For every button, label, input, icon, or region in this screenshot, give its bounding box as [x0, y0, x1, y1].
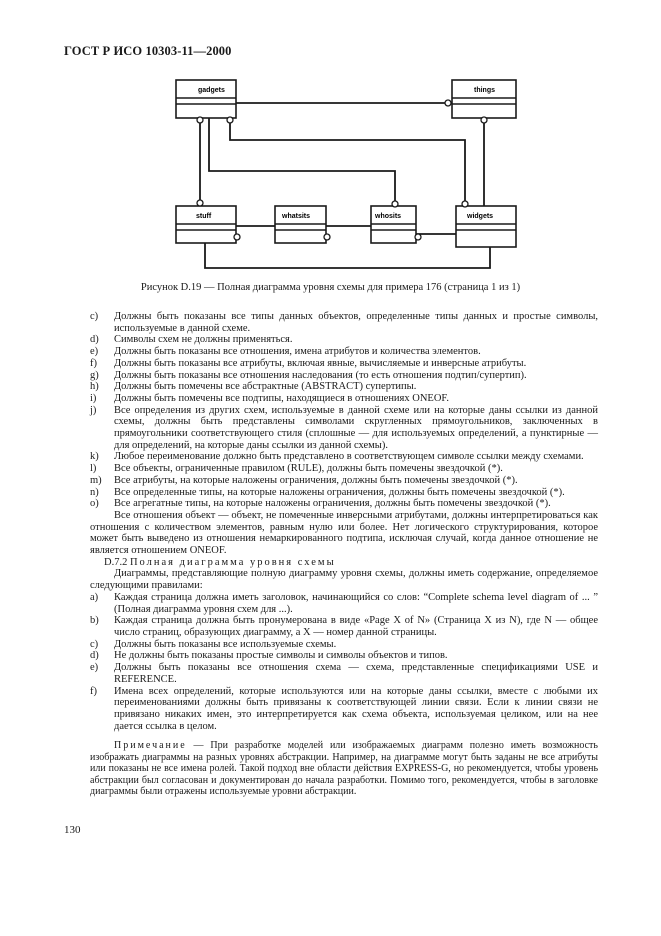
paragraph: Все отношения объект — объект, не помеченные инверсными атрибутами, должны интерпретироваться как отношения с количеством элементов, равным нулю или более. Нет логического структурирования, которое может быть выведено из отношения немаркированного подтипа, исключая случай, когда данное отношение не является отношением ONEOF.: [90, 509, 598, 557]
list-item-text: Все определенные типы, на которые наложены ограничения, должны быть помечены звездочкой (*).: [114, 486, 565, 498]
list-item: [90, 487, 598, 499]
list-item: [90, 311, 598, 334]
list-item-text: Не должны быть показаны простые символы и символы объектов и типов.: [114, 650, 448, 662]
list-item: [90, 346, 598, 358]
note: [90, 740, 598, 797]
list-item-text: Должны быть показаны все типы данных объектов, определенные типы данных и простые символы, используемые в данной схеме.: [114, 311, 598, 334]
list-item: [90, 393, 598, 405]
list-item-text: Все определения из других схем, используемые в данной схеме или на которые даны ссылки из данной схемы, должны быть представлены символами скругленных прямоугольников, заключенных в прямоугольники соответствующего стиля (сплошные — для используемых определений, а пунктирные — для определений, на которые даны ссылки из данной схемы).: [114, 404, 598, 451]
list-item: [90, 358, 598, 370]
list-item-text: Должны быть помечены все абстрактные (ABSTRACT) супертипы.: [114, 381, 417, 393]
list-item-text: Все агрегатные типы, на которые наложены ограничения, должны быть помечены звездочкой (*).: [114, 498, 551, 510]
list-marker: n): [90, 486, 99, 498]
relation-gadgets-whosits: [209, 118, 395, 206]
list-item: [90, 463, 598, 475]
list-marker: e): [90, 346, 99, 358]
body-text: [90, 311, 598, 797]
list-marker: d): [90, 650, 99, 662]
relation-end-circle: [462, 201, 468, 207]
rules-list-1: [90, 311, 598, 510]
list-marker: o): [90, 498, 99, 510]
entity-label-widgets: widgets: [467, 213, 494, 220]
list-item: [90, 381, 598, 393]
list-item-text: Все атрибуты, на которые наложены ограничения, должны быть помечены звездочкой (*).: [114, 474, 518, 486]
relation-end-circle: [227, 117, 233, 123]
list-item-text: Каждая страница должна быть пронумерована в виде «Page X of N» (Страница X из N), где N — общее число страниц, образующих диаграмму, а X — номер данной страницы.: [114, 615, 598, 638]
list-item: [90, 370, 598, 382]
list-item-text: Имена всех определений, которые используются или на которые даны ссылки, вместе с любыми их переименованиями должны быть привязаны к соответствующей линии связи. Если к линии связи не привязано никаких имен, это интерпретируется как схема объекта, используемая целиком, или на нее дается ссылка в целом.: [114, 685, 598, 732]
list-marker: e): [90, 662, 99, 674]
list-marker: c): [90, 638, 99, 650]
relation-end-circle: [415, 234, 421, 240]
list-item-text: Должны быть показаны все отношения наследования (то есть отношения подтип/супертип).: [114, 369, 527, 381]
list-item-text: Должны быть показаны все используемые схемы.: [114, 638, 337, 650]
relation-end-circle: [197, 200, 203, 206]
list-item: [90, 686, 598, 733]
list-marker: l): [90, 463, 97, 475]
relation-end-circle: [234, 234, 240, 240]
relation-stuff-widgets: [205, 243, 490, 268]
entity-box-gadgets: [176, 80, 236, 118]
relation-gadgets-widgets: [230, 118, 465, 206]
document-header: ГОСТ Р ИСО 10303-11—2000: [64, 44, 232, 58]
list-marker: a): [90, 591, 99, 603]
list-item-text: Все объекты, ограниченные правилом (RULE), должны быть помечены звездочкой (*).: [114, 463, 503, 475]
list-item-text: Символы схем не должны применяться.: [114, 334, 293, 346]
list-marker: m): [90, 474, 102, 486]
relation-end-circle: [445, 100, 451, 106]
list-marker: j): [90, 404, 97, 416]
figure-caption: Рисунок D.19 — Полная диаграмма уровня схемы для примера 176 (страница 1 из 1): [140, 282, 521, 293]
list-item-text: Должны быть показаны все отношения схема — схема, представленные спецификациями USE и REFERENCE.: [114, 662, 598, 685]
relation-end-circle: [481, 117, 487, 123]
note-label: Примечание: [114, 740, 187, 752]
list-marker: f): [90, 357, 97, 369]
list-item: [90, 650, 598, 662]
paragraph: Диаграммы, представляющие полную диаграмму уровня схемы, должны иметь содержание, определяемое следующими правилами:: [90, 568, 598, 592]
list-item-text: Должны быть показаны все отношения, имена атрибутов и количества элементов.: [114, 346, 481, 358]
list-marker: i): [90, 392, 97, 404]
list-marker: k): [90, 451, 99, 463]
list-marker: h): [90, 381, 99, 393]
section-title: Полная диаграмма уровня схемы: [129, 556, 336, 568]
entity-box-things: [452, 80, 516, 118]
relation-end-circle: [324, 234, 330, 240]
page-number: 130: [64, 824, 81, 836]
list-marker: f): [90, 685, 97, 697]
list-item-text: Каждая страница должна иметь заголовок, начинающийся со слов: “Complete schema level diagram of ... ” (Полная диаграмма уровня схем для ...).: [114, 591, 598, 615]
list-marker: d): [90, 334, 99, 346]
list-marker: g): [90, 369, 99, 381]
list-item-text: Любое переименование должно быть представлено в соответствующем символе ссылки между схемами.: [114, 451, 584, 463]
list-marker: c): [90, 311, 99, 322]
relation-end-circle: [197, 117, 203, 123]
list-item-text: Должны быть помечены все подтипы, находящиеся в отношениях ONEOF.: [114, 392, 450, 404]
list-item: [90, 451, 598, 463]
note-text: — При разработке моделей или изображаемых диаграмм полезно иметь возможность изображать диаграммы на разных уровнях абстракции. Например, на диаграмме могут быть заданы не все атрибуты или показаны не все имена ролей. Такой подход вне области действия EXPRESS-G, но рекомендуется, чтобы уровень абстракции был согласован и документирован до начала разработки. Помимо того, рекомендуется, чтобы в заголовке диаграммы были отражены используемые уровни абстракции.: [90, 740, 598, 797]
entity-label-stuff: stuff: [196, 213, 212, 220]
section-heading: [90, 557, 598, 569]
section-number: D.7.2: [104, 556, 128, 568]
entity-label-gadgets: gadgets: [198, 87, 225, 94]
rules-list-2: [90, 592, 598, 732]
list-item: [90, 475, 598, 487]
list-marker: b): [90, 615, 99, 627]
list-item: [90, 639, 598, 651]
schema-diagram: [0, 0, 661, 280]
list-item: [90, 405, 598, 452]
list-item: [90, 615, 598, 638]
list-item: [90, 592, 598, 615]
relation-end-circle: [392, 201, 398, 207]
entity-label-things: things: [474, 87, 495, 94]
list-item: [90, 498, 598, 510]
list-item-text: Должны быть показаны все атрибуты, включая явные, вычисляемые и инверсные атрибуты.: [114, 357, 527, 369]
list-item: [90, 662, 598, 685]
list-item: [90, 334, 598, 346]
entity-label-whosits: whosits: [375, 213, 402, 220]
entity-label-whatsits: whatsits: [282, 213, 311, 220]
